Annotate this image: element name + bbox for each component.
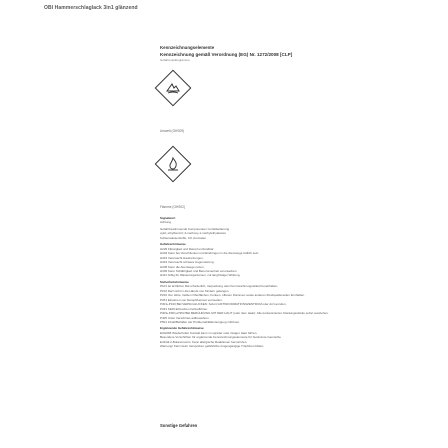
text-line: H411 Giftig für Wasserorganismen, mit langfristiger Wirkung. bbox=[160, 273, 241, 278]
text-line: H319 Verursacht schwere Augenreizung. bbox=[160, 260, 215, 265]
text-line: P102 Darf nicht in die Hände von Kindern gelangen. bbox=[160, 288, 230, 293]
pictogram-caption-environment: Umwelt (GHS09) bbox=[160, 129, 185, 133]
text-line: P301+P310 BEI VERSCHLUCKEN: Sofort GIFTINFORMATIONSZENTRUM oder Arzt anrufen. bbox=[160, 302, 287, 307]
text-line: Sicherheitshinweise bbox=[160, 279, 189, 284]
text-line: H304 Kann bei Verschlucken und Eindringen in die Atemwege tödlich sein. bbox=[160, 251, 260, 256]
text-line: H336 Kann Schläfrigkeit und Benommenheit verursachen. bbox=[160, 268, 238, 273]
text-line: P405 Unter Verschluss aufbewahren. bbox=[160, 315, 210, 320]
text-line: Warnung! Kann beim Versprühen gefährliche lungengängige Tröpfchen bilden. bbox=[160, 344, 265, 349]
text-line: EUH066 Wiederholter Kontakt kann zu spröder oder rissiger Haut führen. bbox=[160, 330, 258, 335]
text-line: P261 Einatmen von Dampf/Aerosol vermeiden. bbox=[160, 297, 223, 302]
text-line: P501 Inhalt/Behälter der Problemabfallentsorgung zuführen. bbox=[160, 319, 240, 324]
ghs-pictogram-flame bbox=[155, 146, 192, 183]
section-heading-labelling: Kennzeichnungselemente bbox=[160, 45, 215, 50]
text-line: Ergänzende Gefahrenhinweise bbox=[160, 326, 204, 331]
text-line: Kohlenwasserstoffe, C9, Aromaten bbox=[160, 235, 207, 240]
text-line: P303+P361+P353 BEI BERÜHRUNG MIT DER HAUT (oder dem Haar): Alle kontaminierten Kleidungsstücke sofort ausziehen. bbox=[160, 311, 329, 316]
text-line: P331 KEIN Erbrechen herbeiführen. bbox=[160, 306, 209, 311]
text-line: H335 Kann die Atemwege reizen. bbox=[160, 264, 205, 269]
labelling-body-text bbox=[160, 216, 440, 349]
section-heading-other-hazards: Sonstige Gefahren bbox=[160, 423, 198, 428]
document-header-title: OBI Hammerschlaglack 3in1 glänzend bbox=[44, 5, 138, 11]
text-line: Achtung bbox=[160, 220, 172, 225]
text-line: Signalwort bbox=[160, 216, 176, 220]
text-line: H226 Flüssigkeit und Dampf entzündbar. bbox=[160, 246, 215, 251]
flame-icon bbox=[164, 155, 182, 173]
regulation-line: Kennzeichnung gemäß Verordnung (EG) Nr. 1272/2008 [CLP] bbox=[160, 52, 293, 57]
text-line: P210 Von Hitze, heißen Oberflächen, Funken, offenen Flammen sowie anderen Zündquellenarten fernhalten. bbox=[160, 293, 305, 298]
environment-icon bbox=[164, 79, 182, 97]
text-line: Enthält 2-Butanonoxim. Kann allergische Reaktionen hervorrufen. bbox=[160, 339, 248, 344]
text-line: H315 Verursacht Hautreizungen. bbox=[160, 255, 204, 260]
text-line: Besondere Vorschriften für ergänzende Kennzeichnungselemente für bestimmte Gemische bbox=[160, 335, 281, 340]
text-line: Gefahrenhinweise bbox=[160, 242, 186, 247]
pictogram-caption-flame: Flamme (GHS02) bbox=[160, 205, 185, 209]
pictograms-subheading: Gefahrenpiktogramme bbox=[160, 58, 190, 62]
text-line: P101 Ist ärztlicher Rat erforderlich, Verpackung oder Kennzeichnungsetikett bereithalten. bbox=[160, 284, 279, 289]
text-line: xylol; ethylbenzol; 2-methoxy-1-methylethylacetat bbox=[160, 231, 226, 236]
text-line: Gefahrbestimmende Komponenten zur Etikettierung bbox=[160, 226, 230, 231]
ghs-pictogram-environment bbox=[155, 70, 192, 107]
